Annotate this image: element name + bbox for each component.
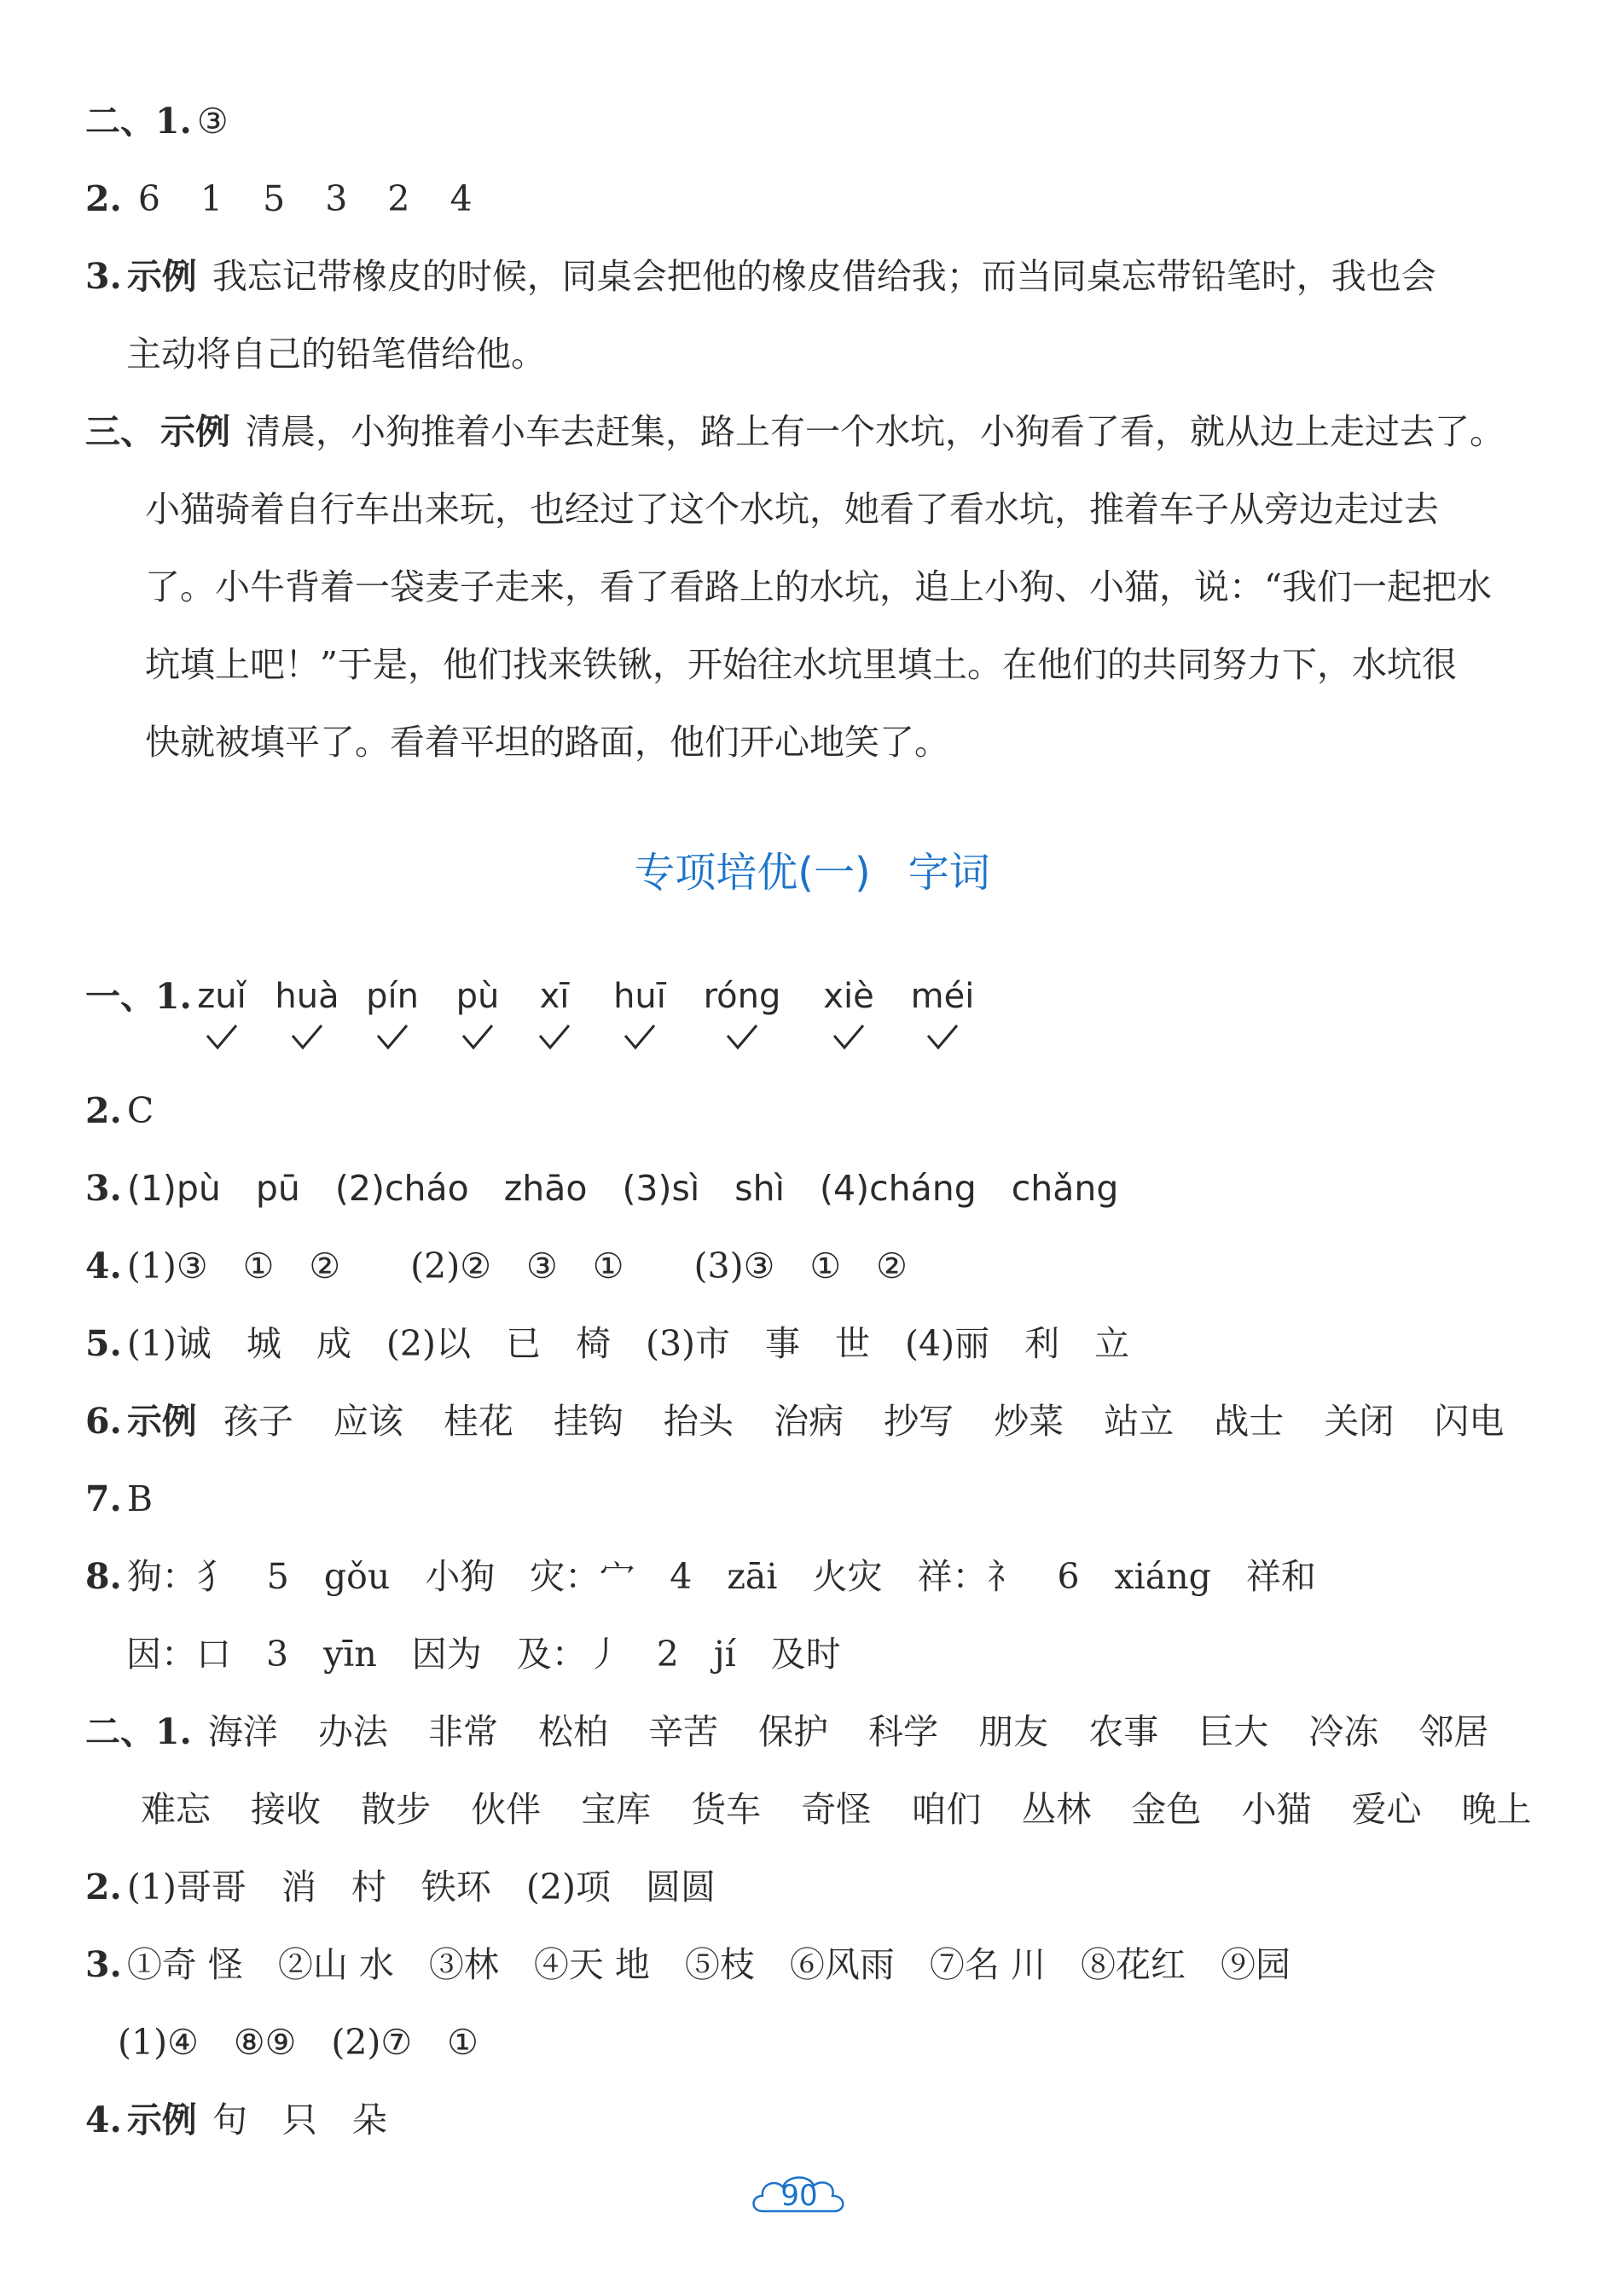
- answer-text: (1)③ ① ② (2)② ③ ① (3)③ ① ②: [126, 1246, 908, 1286]
- pinyin-item: [699, 973, 785, 1020]
- question-number: 3.: [85, 1168, 122, 1209]
- pinyin-text: xiè: [823, 977, 874, 1016]
- answer-3-line4: [145, 639, 1457, 690]
- word: 非常: [427, 1711, 498, 1752]
- answer-part2-2: [85, 1861, 716, 1913]
- page-number: 90: [780, 2179, 818, 2213]
- example-label: 示例: [126, 2099, 197, 2140]
- word: 爱心: [1351, 1789, 1422, 1830]
- question-number: 二、1.: [85, 101, 192, 142]
- word: 金色: [1131, 1789, 1202, 1830]
- word: 咱们: [911, 1789, 982, 1830]
- checkmark-icon: [461, 1022, 495, 1051]
- word: 晚上: [1461, 1789, 1532, 1830]
- answer-part2-1-row1: [85, 1706, 1488, 1757]
- checkmark-icon: [925, 1022, 960, 1051]
- word: 桂花: [443, 1401, 513, 1442]
- pinyin-item: [597, 973, 682, 1020]
- answer-part1-4: [85, 1240, 908, 1292]
- word: 松柏: [538, 1711, 608, 1752]
- answer-2-3-line1: [85, 251, 1436, 302]
- answer-text: B: [126, 1478, 153, 1519]
- word: 农事: [1088, 1711, 1159, 1752]
- pinyin-item: [806, 973, 891, 1020]
- word: 保护: [758, 1711, 829, 1752]
- answer-text: ③: [196, 101, 229, 142]
- answer-text: ①奇 怪 ②山 水 ③林 ④天 地 ⑤枝 ⑥风雨 ⑦名 川 ⑧花红 ⑨园: [126, 1944, 1290, 1985]
- question-number: 4.: [85, 1246, 122, 1286]
- word: 冷冻: [1308, 1711, 1379, 1752]
- answer-3-line3: [145, 561, 1492, 613]
- answer-2-1: [85, 96, 229, 147]
- question-number: 二、1.: [85, 1711, 192, 1752]
- checkmark-icon: [725, 1022, 759, 1051]
- answer-text: C: [126, 1090, 154, 1131]
- pinyin-text: huī: [613, 977, 666, 1016]
- pinyin-item: [900, 973, 985, 1020]
- answer-part2-3-line1: [85, 1939, 1290, 1990]
- question-number: 5.: [85, 1323, 122, 1364]
- answer-text: 主动将自己的铅笔借给他。: [126, 334, 546, 375]
- question-number: 三、: [85, 411, 155, 452]
- answer-text: (1)pù pū (2)cháo zhāo (3)sì shì (4)cháng chǎng: [126, 1168, 1119, 1209]
- answer-part1-5: [85, 1318, 1129, 1369]
- word: 散步: [361, 1789, 432, 1830]
- word-list: [141, 1789, 1532, 1830]
- word: 货车: [691, 1789, 762, 1830]
- word: 宝库: [581, 1789, 652, 1830]
- answer-value: 3: [325, 178, 348, 219]
- answer-part1-7: [85, 1473, 153, 1524]
- answer-3-line1: [85, 406, 1505, 457]
- answer-text: 狗：犭 5 gǒu 小狗 灾：宀 4 zāi 火灾 祥：礻 6 xiáng 祥和: [126, 1556, 1316, 1597]
- answer-text: 我忘记带橡皮的时候，同桌会把他的橡皮借给我；而当同桌忘带铅笔时，我也会: [212, 256, 1436, 297]
- checkmark-icon: [375, 1022, 409, 1051]
- answer-text: 快就被填平了。看着平坦的路面，他们开心地笑了。: [145, 722, 949, 763]
- answer-text: 小猫骑着自行车出来玩，也经过了这个水坑，她看了看水坑，推着车子从旁边走过去: [145, 489, 1439, 530]
- checkmark-icon: [832, 1022, 866, 1051]
- answer-part1-8-line1: [85, 1551, 1316, 1602]
- pinyin-item: [179, 973, 264, 1020]
- word: 科学: [868, 1711, 939, 1752]
- word-list: [208, 1711, 1489, 1752]
- word: 关闭: [1324, 1401, 1395, 1442]
- word: 辛苦: [648, 1711, 719, 1752]
- word: 丛林: [1021, 1789, 1092, 1830]
- word: 难忘: [141, 1789, 211, 1830]
- word: 抬头: [664, 1401, 734, 1442]
- answer-text: 坑填上吧！”于是，他们找来铁锹，开始往水坑里填土。在他们的共同努力下，水坑很: [145, 644, 1457, 685]
- pinyin-text: róng: [703, 977, 781, 1016]
- answer-text: 清晨，小狗推着小车去赶集，路上有一个水坑，小狗看了看，就从边上走过去了。: [246, 411, 1505, 452]
- question-number: 2.: [85, 1090, 122, 1131]
- answer-text: 因：口 3 yīn 因为 及：丿 2 jí 及时: [126, 1634, 841, 1675]
- answer-value: 4: [450, 178, 473, 219]
- word: 治病: [774, 1401, 844, 1442]
- example-label: 示例: [126, 1401, 197, 1442]
- word: 奇怪: [801, 1789, 872, 1830]
- word: 海洋: [207, 1711, 278, 1752]
- word: 朋友: [978, 1711, 1049, 1752]
- answer-text: (1)哥哥 消 村 铁环 (2)项 圆圆: [126, 1867, 716, 1907]
- word: 巨大: [1198, 1711, 1269, 1752]
- question-number: 6.: [85, 1401, 122, 1442]
- pinyin-text: zuǐ: [197, 977, 246, 1016]
- pinyin-text: xī: [539, 977, 570, 1016]
- answer-part1-6: [85, 1396, 1504, 1447]
- answer-value: 5: [263, 178, 286, 219]
- checkmark-icon: [290, 1022, 324, 1051]
- question-number: 3.: [85, 256, 122, 297]
- word: 挂钩: [554, 1401, 624, 1442]
- answer-value: 1: [200, 178, 223, 219]
- word: 办法: [317, 1711, 388, 1752]
- answer-part2-1-row2: [141, 1784, 1532, 1835]
- pinyin-item: [350, 973, 435, 1020]
- checkmark-icon: [537, 1022, 571, 1051]
- word: 炒菜: [994, 1401, 1064, 1442]
- word: 抄写: [884, 1401, 954, 1442]
- answer-text: (1)④ ⑧⑨ (2)⑦ ①: [118, 2022, 478, 2063]
- pinyin-text: pù: [455, 977, 500, 1016]
- answer-part2-3-line2: [118, 2017, 478, 2068]
- section-title-main: 专项培优(一): [634, 849, 871, 897]
- section-title-sub: 字词: [908, 849, 990, 897]
- answer-value: 6: [137, 178, 160, 219]
- pinyin-item: [435, 973, 520, 1020]
- question-number: 2.: [85, 178, 122, 219]
- word: 孩子: [223, 1401, 293, 1442]
- word: 伙伴: [471, 1789, 542, 1830]
- question-number: 7.: [85, 1478, 122, 1519]
- example-label: 示例: [126, 256, 197, 297]
- word: 接收: [251, 1789, 322, 1830]
- word: 小猫: [1241, 1789, 1312, 1830]
- page-number-badge: [747, 2169, 851, 2223]
- pinyin-item: [264, 973, 350, 1020]
- word: 站立: [1104, 1401, 1174, 1442]
- question-number: 4.: [85, 2099, 122, 2140]
- answer-3-line5: [145, 717, 949, 768]
- pinyin-text: pín: [366, 977, 419, 1016]
- word: 闪电: [1434, 1401, 1505, 1442]
- answer-3-line2: [145, 484, 1439, 535]
- pinyin-text: huà: [275, 977, 339, 1016]
- example-label: 示例: [160, 411, 230, 452]
- answer-values: [138, 178, 473, 219]
- checkmark-icon: [205, 1022, 239, 1051]
- checkmark-icon: [623, 1022, 657, 1051]
- pinyin-item: [512, 973, 597, 1020]
- question-number: 一、1.: [85, 976, 192, 1017]
- question-number: 3.: [85, 1944, 122, 1985]
- answer-text: (1)诚 城 成 (2)以 已 椅 (3)市 事 世 (4)丽 利 立: [126, 1323, 1130, 1364]
- answer-part1-3: [85, 1163, 1118, 1214]
- word: 邻居: [1418, 1711, 1489, 1752]
- question-number: 2.: [85, 1867, 122, 1907]
- word: 应该: [333, 1401, 403, 1442]
- answer-part1-2: [85, 1085, 154, 1136]
- answer-text: 句 只 朵: [212, 2099, 387, 2140]
- pinyin-text: méi: [910, 977, 975, 1016]
- word-list: [223, 1401, 1505, 1442]
- answer-2-2: [85, 173, 473, 224]
- question-number: 8.: [85, 1556, 122, 1597]
- answer-value: 2: [387, 178, 410, 219]
- answer-text: 了。小牛背着一袋麦子走来，看了看路上的水坑，追上小狗、小猫，说：“我们一起把水: [145, 566, 1492, 607]
- section-title: [0, 843, 1624, 903]
- word: 战士: [1214, 1401, 1285, 1442]
- answer-2-3-line2: [126, 328, 546, 380]
- answer-part1-8-line2: [126, 1629, 841, 1680]
- answer-part2-4: [85, 2094, 387, 2146]
